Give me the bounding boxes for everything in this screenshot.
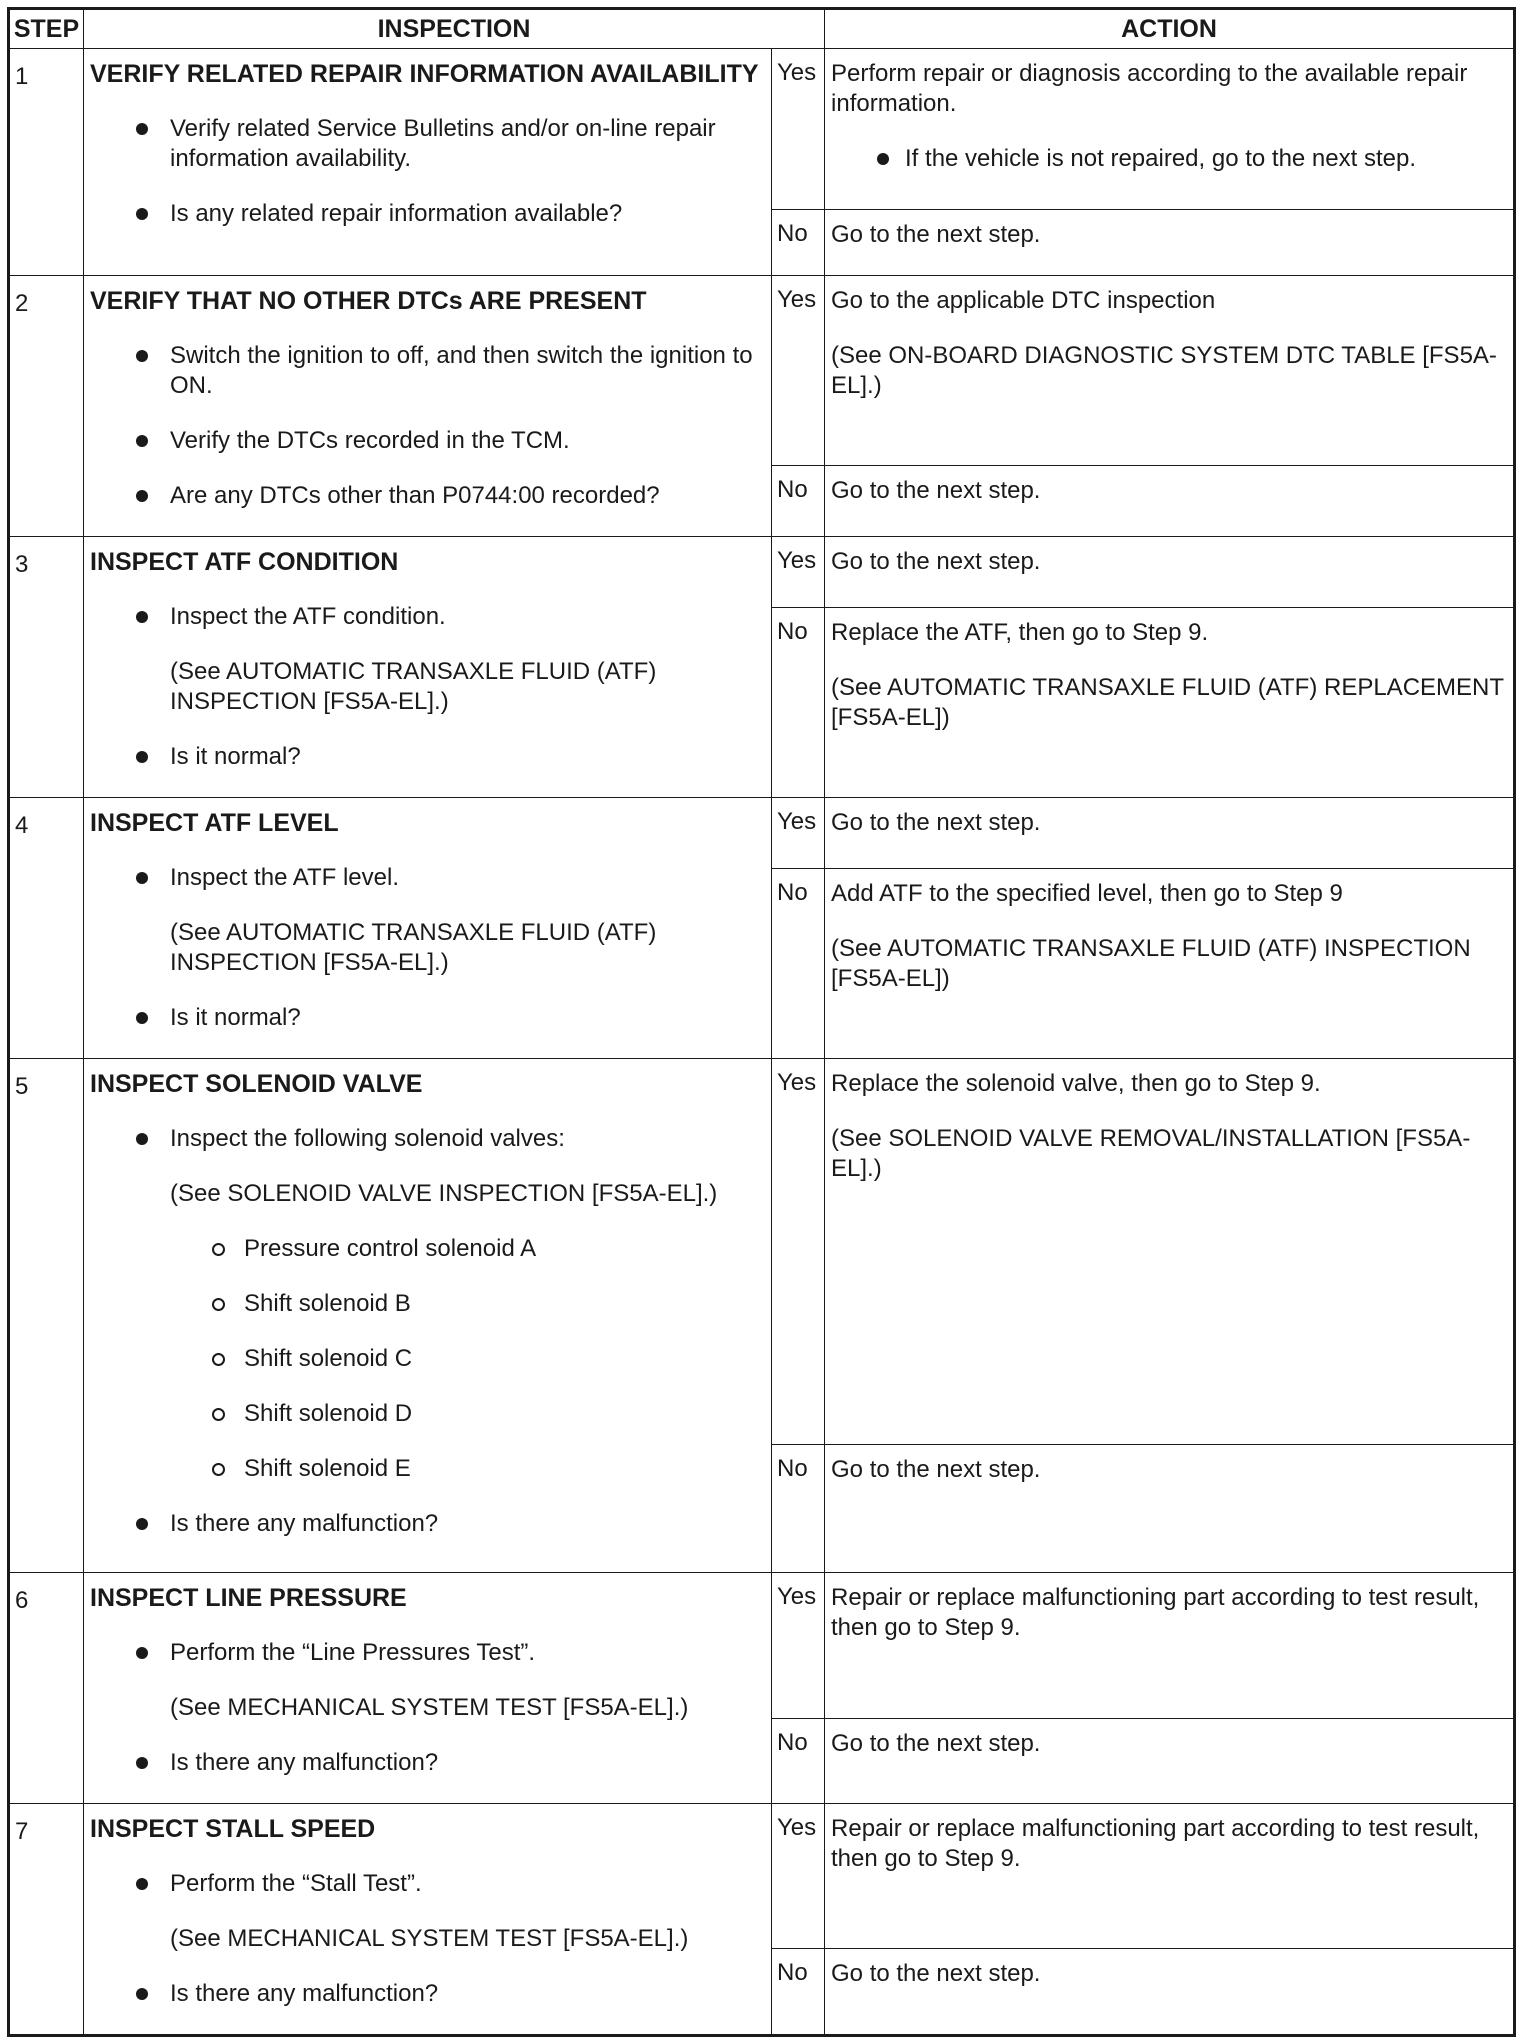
inspection-cell: [84, 1059, 772, 1573]
no-action-cell: [825, 466, 1515, 537]
yes-action-cell: [825, 1059, 1515, 1445]
step-row-6-yes: [9, 1573, 1515, 1719]
no-label: No: [772, 868, 825, 1058]
header-inspection: INSPECTION: [84, 9, 825, 49]
solenoid-list-item: Shift solenoid B: [90, 1289, 761, 1319]
step-row-2-yes: [9, 276, 1515, 466]
inspection-cell: [84, 1804, 772, 2036]
yes-label: Yes: [772, 1804, 825, 1949]
yes-action-bullet: If the vehicle is not repaired, go to the next step.: [831, 144, 1505, 174]
inspection-reference: (See AUTOMATIC TRANSAXLE FLUID (ATF) INSPECTION [FS5A-EL].): [170, 658, 657, 715]
yes-label: Yes: [772, 537, 825, 608]
step-row-4-yes: [9, 798, 1515, 869]
inspection-title: INSPECT SOLENOID VALVE: [90, 1070, 423, 1098]
yes-action-cell: [825, 49, 1515, 210]
yes-action-cell: [825, 798, 1515, 869]
inspection-title: VERIFY RELATED REPAIR INFORMATION AVAILABILITY: [90, 60, 759, 88]
yes-action: Go to the applicable DTC inspection: [831, 287, 1216, 314]
yes-label: Yes: [772, 49, 825, 210]
header-step: STEP: [9, 9, 84, 49]
no-action-cell: [825, 1949, 1515, 2036]
step-number: 7: [9, 1804, 84, 2036]
yes-action: Replace the solenoid valve, then go to Step 9.: [831, 1070, 1321, 1097]
inspection-reference: (See SOLENOID VALVE INSPECTION [FS5A-EL].): [170, 1180, 718, 1207]
inspection-cell: [84, 798, 772, 1059]
no-action: Replace the ATF, then go to Step 9.: [831, 618, 1209, 646]
step-row-7-yes: [9, 1804, 1515, 1949]
inspection-title: INSPECT ATF CONDITION: [90, 548, 399, 576]
inspection-cell: [84, 276, 772, 537]
inspection-item: Switch the ignition to off, and then switch the ignition to ON.: [90, 341, 761, 401]
yes-action-reference: (See ON-BOARD DIAGNOSTIC SYSTEM DTC TABLE [FS5A-EL].): [831, 342, 1497, 399]
header-action: ACTION: [825, 9, 1515, 49]
inspection-reference: (See MECHANICAL SYSTEM TEST [FS5A-EL].): [170, 1694, 689, 1721]
no-action: Go to the next step.: [831, 1960, 1041, 1988]
no-action: Add ATF to the specified level, then go to Step 9: [831, 879, 1343, 907]
yes-action-cell: [825, 537, 1515, 608]
step-row-3-yes: [9, 537, 1515, 608]
no-action-cell: [825, 607, 1515, 797]
step-number: 1: [9, 49, 84, 276]
inspection-item: Inspect the ATF condition.: [90, 602, 761, 632]
solenoid-list-item: Shift solenoid D: [90, 1399, 761, 1429]
yes-label: Yes: [772, 798, 825, 869]
yes-action: Repair or replace malfunctioning part according to test result, then go to Step 9.: [831, 1584, 1480, 1641]
inspection-title: INSPECT ATF LEVEL: [90, 809, 339, 837]
yes-action-cell: [825, 276, 1515, 466]
no-action-reference: (See AUTOMATIC TRANSAXLE FLUID (ATF) REPLACEMENT [FS5A-EL]): [831, 673, 1504, 731]
inspection-item: Verify the DTCs recorded in the TCM.: [90, 426, 761, 456]
no-label: No: [772, 1445, 825, 1573]
no-label: No: [772, 466, 825, 537]
step-number: 4: [9, 798, 84, 1059]
inspection-title: INSPECT STALL SPEED: [90, 1815, 376, 1843]
no-action-cell: [825, 1718, 1515, 1803]
step-number: 6: [9, 1573, 84, 1804]
diagnostic-procedure-table: [7, 7, 1516, 2037]
inspection-question: Is it normal?: [90, 742, 761, 772]
inspection-title: VERIFY THAT NO OTHER DTCs ARE PRESENT: [90, 287, 647, 315]
yes-action: Go to the next step.: [831, 809, 1041, 836]
step-number: 2: [9, 276, 84, 537]
inspection-item: Inspect the following solenoid valves:: [90, 1124, 761, 1154]
yes-action: Perform repair or diagnosis according to the available repair information.: [831, 60, 1468, 117]
inspection-question: Are any DTCs other than P0744:00 recorded?: [90, 481, 761, 511]
no-action: Go to the next step.: [831, 221, 1041, 248]
inspection-item: Verify related Service Bulletins and/or on-line repair information availability.: [90, 114, 761, 174]
solenoid-list-item: Shift solenoid E: [90, 1454, 761, 1484]
no-label: No: [772, 1949, 825, 2036]
inspection-item: Perform the “Line Pressures Test”.: [90, 1638, 761, 1668]
no-label: No: [772, 607, 825, 797]
no-action-cell: [825, 210, 1515, 276]
no-action: Go to the next step.: [831, 1456, 1041, 1483]
yes-action-reference: (See SOLENOID VALVE REMOVAL/INSTALLATION [FS5A-EL].): [831, 1125, 1471, 1182]
yes-label: Yes: [772, 1059, 825, 1445]
inspection-question: Is any related repair information available?: [90, 199, 761, 229]
no-action-cell: [825, 1445, 1515, 1573]
inspection-reference: (See MECHANICAL SYSTEM TEST [FS5A-EL].): [170, 1925, 689, 1952]
solenoid-list-item: Shift solenoid C: [90, 1344, 761, 1374]
step-row-1-yes: [9, 49, 1515, 210]
inspection-reference: (See AUTOMATIC TRANSAXLE FLUID (ATF) INSPECTION [FS5A-EL].): [170, 919, 657, 976]
inspection-cell: [84, 1573, 772, 1804]
yes-label: Yes: [772, 276, 825, 466]
yes-action: Go to the next step.: [831, 548, 1041, 575]
inspection-question: Is it normal?: [90, 1003, 761, 1033]
yes-action-cell: [825, 1804, 1515, 1949]
step-number: 5: [9, 1059, 84, 1573]
no-action: Go to the next step.: [831, 1729, 1041, 1757]
no-action-reference: (See AUTOMATIC TRANSAXLE FLUID (ATF) INSPECTION [FS5A-EL]): [831, 934, 1471, 992]
inspection-cell: [84, 49, 772, 276]
inspection-item: Perform the “Stall Test”.: [90, 1869, 761, 1899]
inspection-title: INSPECT LINE PRESSURE: [90, 1584, 407, 1612]
yes-action: Repair or replace malfunctioning part according to test result, then go to Step 9.: [831, 1815, 1480, 1872]
yes-label: Yes: [772, 1573, 825, 1719]
no-label: No: [772, 1718, 825, 1803]
inspection-question: Is there any malfunction?: [90, 1748, 761, 1778]
no-action-cell: [825, 868, 1515, 1058]
no-label: No: [772, 210, 825, 276]
inspection-cell: [84, 537, 772, 798]
inspection-question: Is there any malfunction?: [90, 1509, 761, 1539]
inspection-item: Inspect the ATF level.: [90, 863, 761, 893]
step-number: 3: [9, 537, 84, 798]
inspection-question: Is there any malfunction?: [90, 1979, 761, 2009]
yes-action-cell: [825, 1573, 1515, 1719]
table-header-row: [9, 9, 1515, 49]
solenoid-list-item: Pressure control solenoid A: [90, 1234, 761, 1264]
step-row-5-yes: [9, 1059, 1515, 1445]
no-action: Go to the next step.: [831, 477, 1041, 505]
